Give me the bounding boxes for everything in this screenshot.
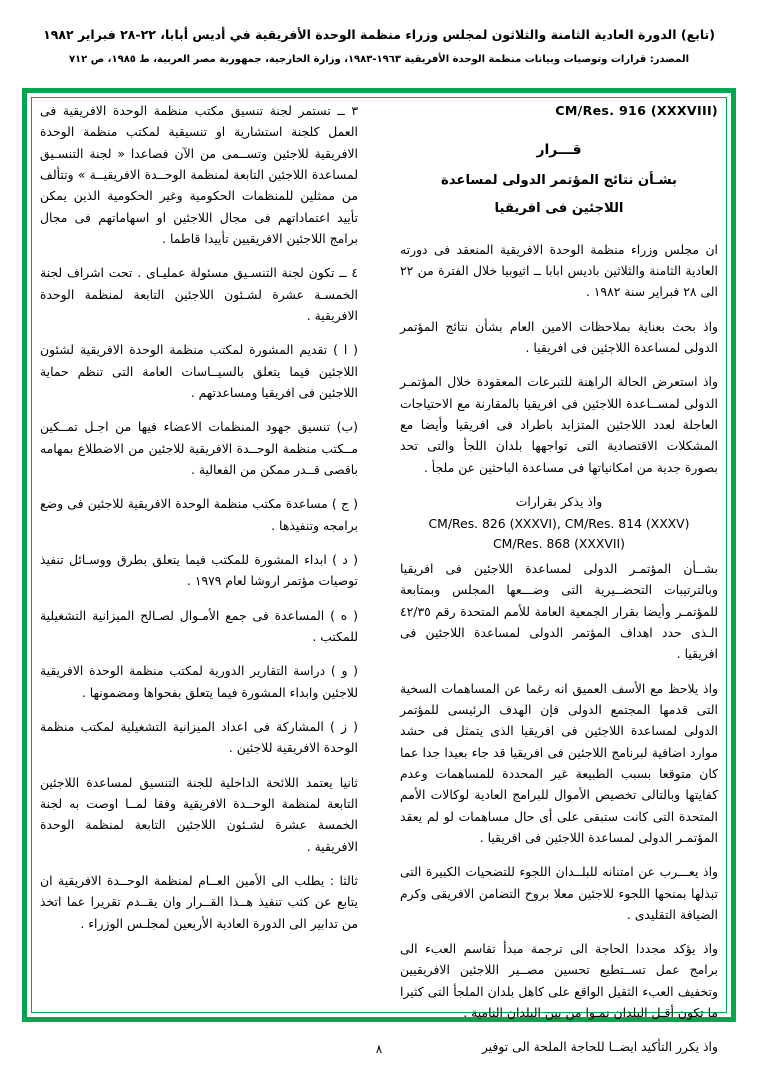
document-body <box>40 100 718 1055</box>
paragraph: (ب) تنسيق جهود المنظمات الاعضاء فيها من اجـل تمــكين مــكتب منظمة الوحــدة الافريقية للاجئين من الاضطلاع بمهامه باقصى قــدر ممكن من الفعالية . <box>40 419 358 477</box>
paragraph: ( و ) دراسة التقارير الدورية لمكتب منظمة الوحدة الافريقية للاجئين وابداء المشورة فيما يتعلق بفحواها ومضمونها . <box>40 663 358 700</box>
paragraph: بشــأن المؤتمـر الدولى لمساعدة اللاجئين فى افريقيا وبالترتيبات التحضــيرية التى وضـــعها المجلس وبمتابعة للمؤتمـر وأيضا بقرار الجمعية العامة للأمم المتحدة رقم ٤٢/٣٥ الـذى حدد اهداف المؤتمر الدولى لمساعدة اللاجئين فى افريقيا . <box>400 560 718 662</box>
paragraph: واذ يؤكد مجددا الحاجة الى ترجمة مبدأ تقاسم العبء الى برامج عمل تســتطيع تحسين مصــير اللاجئين الافريقيين وتخفيف العبء الثقيل الواقع على كاهل بلدان الملجأ التى كثيرا ما تكون أقـل البلدان نمـوا من بين البلدان النامية . <box>400 941 718 1021</box>
document-title: قـــرار <box>536 141 582 158</box>
paragraph: ثالثا : يطلب الى الأمين العــام لمنظمة الوحــدة الافريقية ان يتابع عن كثب تنفيذ هــذا القــرار وان يقــدم تقريرا عما اتخذ من تدابير الى الدورة العادية الأربعين لمجلـس الوزراء . <box>40 872 358 931</box>
document-subtitle-line2: اللاجئين فى افريقيا <box>494 201 624 217</box>
paragraph: ( ج ) مساعدة مكتب منظمة الوحدة الافريقية للاجئين فى وضع برامجه وتنفيذها . <box>40 496 358 533</box>
paragraph: ( ه ) المساعدة فى جمع الأمـوال لصـالح الميزانية التشغيلية للمكتب . <box>40 607 358 644</box>
reference-list <box>400 514 718 554</box>
paragraph: ( ز ) المشاركة فى اعداد الميزانية التشغيلية لمكتب منظمة الوحدة الافريقية للاجئين . <box>40 718 358 756</box>
paragraph: واذ بحث بعناية بملاحظات الامين العام بشأن نتائج المؤتمر الدولى لمساعدة اللاجئين فى افريقيا . <box>400 318 718 355</box>
resolution-code: CM/Res. 916 (XXXVIII) <box>555 103 718 118</box>
paragraph: ( د ) ابداء المشورة للمكتب فيما يتعلق بطرق ووسـائل تنفيذ توصيات مؤتمر اروشا لعام ١٩٧٩ . <box>40 551 358 589</box>
paragraph: ( ا ) تقديم المشورة لمكتب منظمة الوحدة الافريقية لشئون اللاجئين فيما يتعلق بالسيــاسات العامة التى تنظم حماية اللاجئين فى افريقيا ومساعدتهم . <box>40 342 358 400</box>
paragraph: واذ يعـــرب عن امتنانه للبلــدان اللجوء للتضحيات الكبيرة التى تبذلها بمنحها اللجوء للاجئين معلا بروح التضامن الافريقى وكرم الضيافة التقليدى . <box>400 864 718 922</box>
paragraph: ٤ ــ تكون لجنة التنسـيق مسئولة عمليـاى . تحت اشراف لجنة الخمسـة عشرة لشـئون اللاجئين التابعة لمنظمة الوحدة الافريقية . <box>40 265 358 323</box>
document-subtitle-line1: بشـأن نتائج المؤتمر الدولى لمساعدة <box>441 172 677 188</box>
page-number: ٨ <box>375 1042 383 1056</box>
page-header <box>26 26 732 67</box>
paragraph: ان مجلس وزراء منظمة الوحدة الافريقية المنعقد فى دورته العادية الثامنة والثلاثين باديس ابابا ــ اثيوبيا خلال الفترة من ٢٢ الى ٢٨ فبراير سنة ١٩٨٢ . <box>400 241 718 300</box>
paragraph: واذ يلاحظ مع الأسف العميق انه رغما عن المساهمات السخية التى قدمها المجتمع الدولى فإن الهدف الرئيسى للمؤتمر الدولى لمساعدة اللاجئين فى افريقيا الذى يتمثل فى حشد موارد اضافية لبرنامج اللاجئين فى افريقيا قد جاء بعيدا جدا عما كان متوقعا بسبب الطبيعة غير المحددة للمساهمات وعدم كفايتها وبالتالى تخصيص الأموال للبرامج العادية لوكالات الأمم المتحدة التى كانت ستبقى على أى حال مساهمات لو لم يعقد المؤتمـر الدولى لمساعدة اللاجئين فى افريقيا . <box>400 680 718 845</box>
column-right <box>396 100 718 1055</box>
header-source-line: المصدر: قرارات وتوصيات وبيانات منظمة الوحدة الأفريقية ١٩٦٣-١٩٨٣، وزارة الخارجية، جمهورية مصر العربية، ط ١٩٨٥، ص ٧١٢ <box>68 53 690 65</box>
reference-line: CM/Res. 826 (XXXVI), CM/Res. 814 (XXXV) <box>428 516 690 532</box>
reference-line: CM/Res. 868 (XXXVII) <box>492 536 626 552</box>
paragraph: واذ استعرض الحالة الراهنة للتبرعات المعقودة خلال المؤتمـر الدولى لمســاعدة اللاجئين فى افريقيا بالمقارنة مع الاحتياجات العاجلة لعدد اللاجئين المتزايد باطراد فى افريقيا وأيضا مع المشكلات الاقتصادية التى تواجهها بلدان اللجأ والتى تحد بصورة جدية من امكانياتها فى مساعدة الباحثين عن ملجأ . <box>400 374 718 475</box>
references-intro: واذ يذكر بقرارات <box>515 493 603 509</box>
header-title: (تا‌بع) الدورة العادية الثامنة والثلاثون لمجلس وزراء منظمة الوحدة الأفريقية في أديس أبابا، ٢٢-٢٨ فبراير ١٩٨٢ <box>43 27 715 42</box>
column-left <box>40 100 362 1012</box>
paragraph: ثانيا يعتمد اللائحة الداخلية للجنة التنسيق لمساعدة اللاجئين التابعة لمنظمة الوحــدة الافريقية وفقا لمــا اوصت به لجنة الخمسة عشرة لشـئون اللاجئين التابعة لمنظمة الوحدة الافريقية . <box>40 774 358 854</box>
paragraph: ٣ ــ تستمر لجنة تنسيق مكتب منظمة الوحدة الافريقية فى العمل كلجنة استشارية او تنسيقية لمكتب منظمة الوحدة الافريقية للاجئين وتســمى من الآن فصاعدا « لجنة التنسـيق لمساعدة اللاجئين التابعة لمنظمة الوحــدة الافريقيــة » وتتألف من ممثلين للمنظمات الحكومية وغير الحكومية الذين يمكن تأييد اعتماداتهم فى مجال اللاجئين او اسهاماتهم فى مجال برامج اللاجئين الافريقيين تأييدا قاطما . <box>40 103 358 246</box>
paragraph: واذ يكرر التأكيد ايضــا للحاجة الملحة الى توفير <box>481 1039 718 1055</box>
